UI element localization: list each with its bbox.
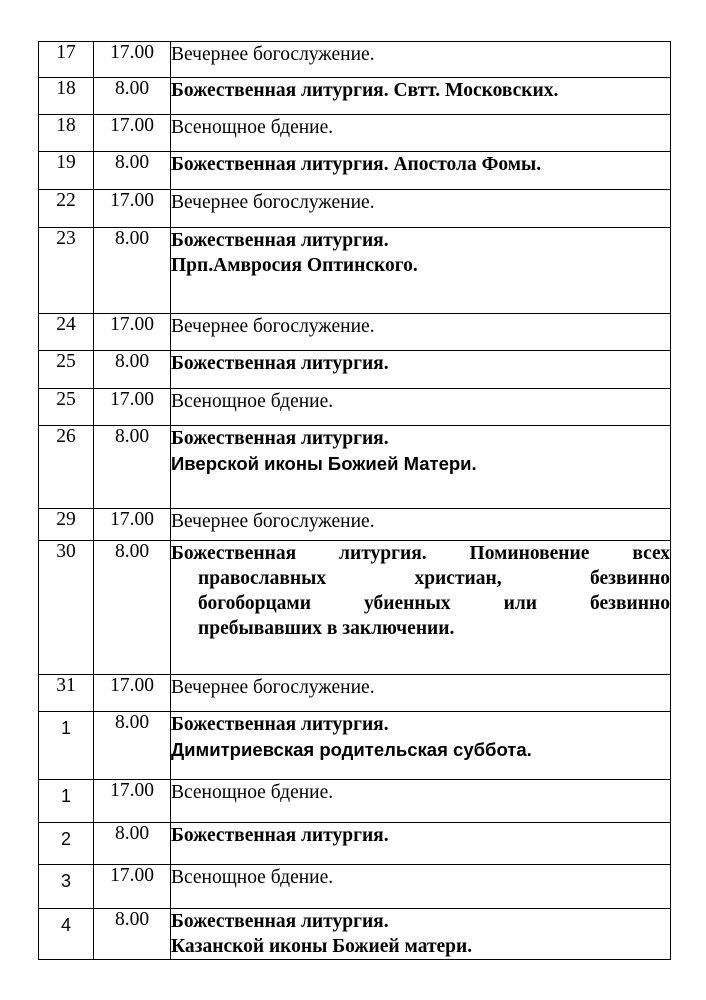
date-cell: 26 [39, 426, 94, 509]
description-line: Иверской иконы Божией Матери. [171, 453, 477, 474]
description-cell [171, 42, 671, 78]
description-line: Вечернее богослужение. [171, 192, 375, 213]
table-row [39, 351, 671, 389]
table-row [39, 152, 671, 190]
date-cell: 2 [39, 823, 94, 865]
time-cell: 8.00 [94, 152, 171, 190]
table-row [39, 865, 671, 909]
description-cell [171, 228, 671, 314]
date-cell: 30 [39, 541, 94, 675]
description-cell [171, 115, 671, 152]
table-row [39, 909, 671, 960]
description-cell [171, 675, 671, 712]
time-cell: 17.00 [94, 190, 171, 228]
table-row [39, 541, 671, 675]
description-line: Божественная литургия. [171, 714, 389, 735]
table-row [39, 780, 671, 823]
time-cell: 17.00 [94, 865, 171, 909]
table-row [39, 389, 671, 426]
time-cell: 17.00 [94, 509, 171, 541]
date-cell: 25 [39, 351, 94, 389]
description-line: Всенощное бдение. [171, 391, 334, 412]
description-line: Божественная литургия. [171, 911, 389, 932]
time-cell: 17.00 [94, 314, 171, 351]
date-cell: 19 [39, 152, 94, 190]
date-cell: 22 [39, 190, 94, 228]
description-line: Вечернее богослужение. [171, 316, 375, 337]
description-line: пребывавших в заключении. [198, 618, 455, 639]
description-cell [171, 152, 671, 190]
description-cell [171, 509, 671, 541]
description-line: Вечернее богослужение. [171, 677, 375, 698]
date-cell: 1 [39, 780, 94, 823]
time-cell: 17.00 [94, 115, 171, 152]
description-cell [171, 351, 671, 389]
time-cell: 17.00 [94, 42, 171, 78]
date-cell: 18 [39, 78, 94, 115]
schedule-table-body [39, 42, 671, 960]
description-line: Божественная литургия. Апостола Фомы. [171, 154, 542, 175]
description-cell [171, 389, 671, 426]
table-row [39, 314, 671, 351]
description-cell [171, 909, 671, 960]
date-cell: 29 [39, 509, 94, 541]
description-cell [171, 780, 671, 823]
date-cell: 31 [39, 675, 94, 712]
description-line: Всенощное бдение. [171, 867, 334, 888]
time-cell: 17.00 [94, 780, 171, 823]
description-line: Димитриевская родительская суббота. [171, 739, 532, 760]
description-cell [171, 190, 671, 228]
table-row [39, 228, 671, 314]
table-row [39, 675, 671, 712]
table-row [39, 426, 671, 509]
time-cell: 8.00 [94, 909, 171, 960]
description-line: Вечернее богослужение. [171, 44, 375, 65]
table-row [39, 190, 671, 228]
table-row [39, 823, 671, 865]
description-cell [171, 541, 671, 675]
description-cell [171, 78, 671, 115]
description-line: Божественная литургия. [171, 353, 389, 374]
table-row [39, 78, 671, 115]
date-cell: 25 [39, 389, 94, 426]
time-cell: 17.00 [94, 389, 171, 426]
description-cell [171, 823, 671, 865]
date-cell: 3 [39, 865, 94, 909]
description-line: Казанской иконы Божией матери. [171, 936, 473, 957]
description-line: богоборцами убиенных или безвинно [198, 593, 670, 614]
description-line: Божественная литургия. Поминовение всех [171, 543, 670, 564]
table-row [39, 509, 671, 541]
table-row [39, 115, 671, 152]
description-line: Божественная литургия. [171, 825, 389, 846]
date-cell: 1 [39, 712, 94, 780]
description-line: Прп.Амвросия Оптинского. [171, 255, 418, 276]
description-cell [171, 426, 671, 509]
date-cell: 23 [39, 228, 94, 314]
time-cell: 8.00 [94, 78, 171, 115]
description-line: Всенощное бдение. [171, 782, 334, 803]
description-line: Божественная литургия. [171, 428, 389, 449]
time-cell: 17.00 [94, 675, 171, 712]
description-cell [171, 314, 671, 351]
time-cell: 8.00 [94, 426, 171, 509]
description-line: Вечернее богослужение. [171, 511, 375, 532]
schedule-table [38, 41, 671, 960]
description-line: Божественная литургия. [171, 230, 389, 251]
date-cell: 17 [39, 42, 94, 78]
description-cell [171, 865, 671, 909]
table-row [39, 42, 671, 78]
time-cell: 8.00 [94, 712, 171, 780]
description-line: Божественная литургия. Свтт. Московских. [171, 80, 559, 101]
date-cell: 18 [39, 115, 94, 152]
table-row [39, 712, 671, 780]
time-cell: 8.00 [94, 823, 171, 865]
time-cell: 8.00 [94, 228, 171, 314]
description-cell [171, 712, 671, 780]
time-cell: 8.00 [94, 351, 171, 389]
description-line: православных христиан, безвинно [198, 568, 670, 589]
description-line: Всенощное бдение. [171, 117, 334, 138]
date-cell: 24 [39, 314, 94, 351]
date-cell: 4 [39, 909, 94, 960]
time-cell: 8.00 [94, 541, 171, 675]
